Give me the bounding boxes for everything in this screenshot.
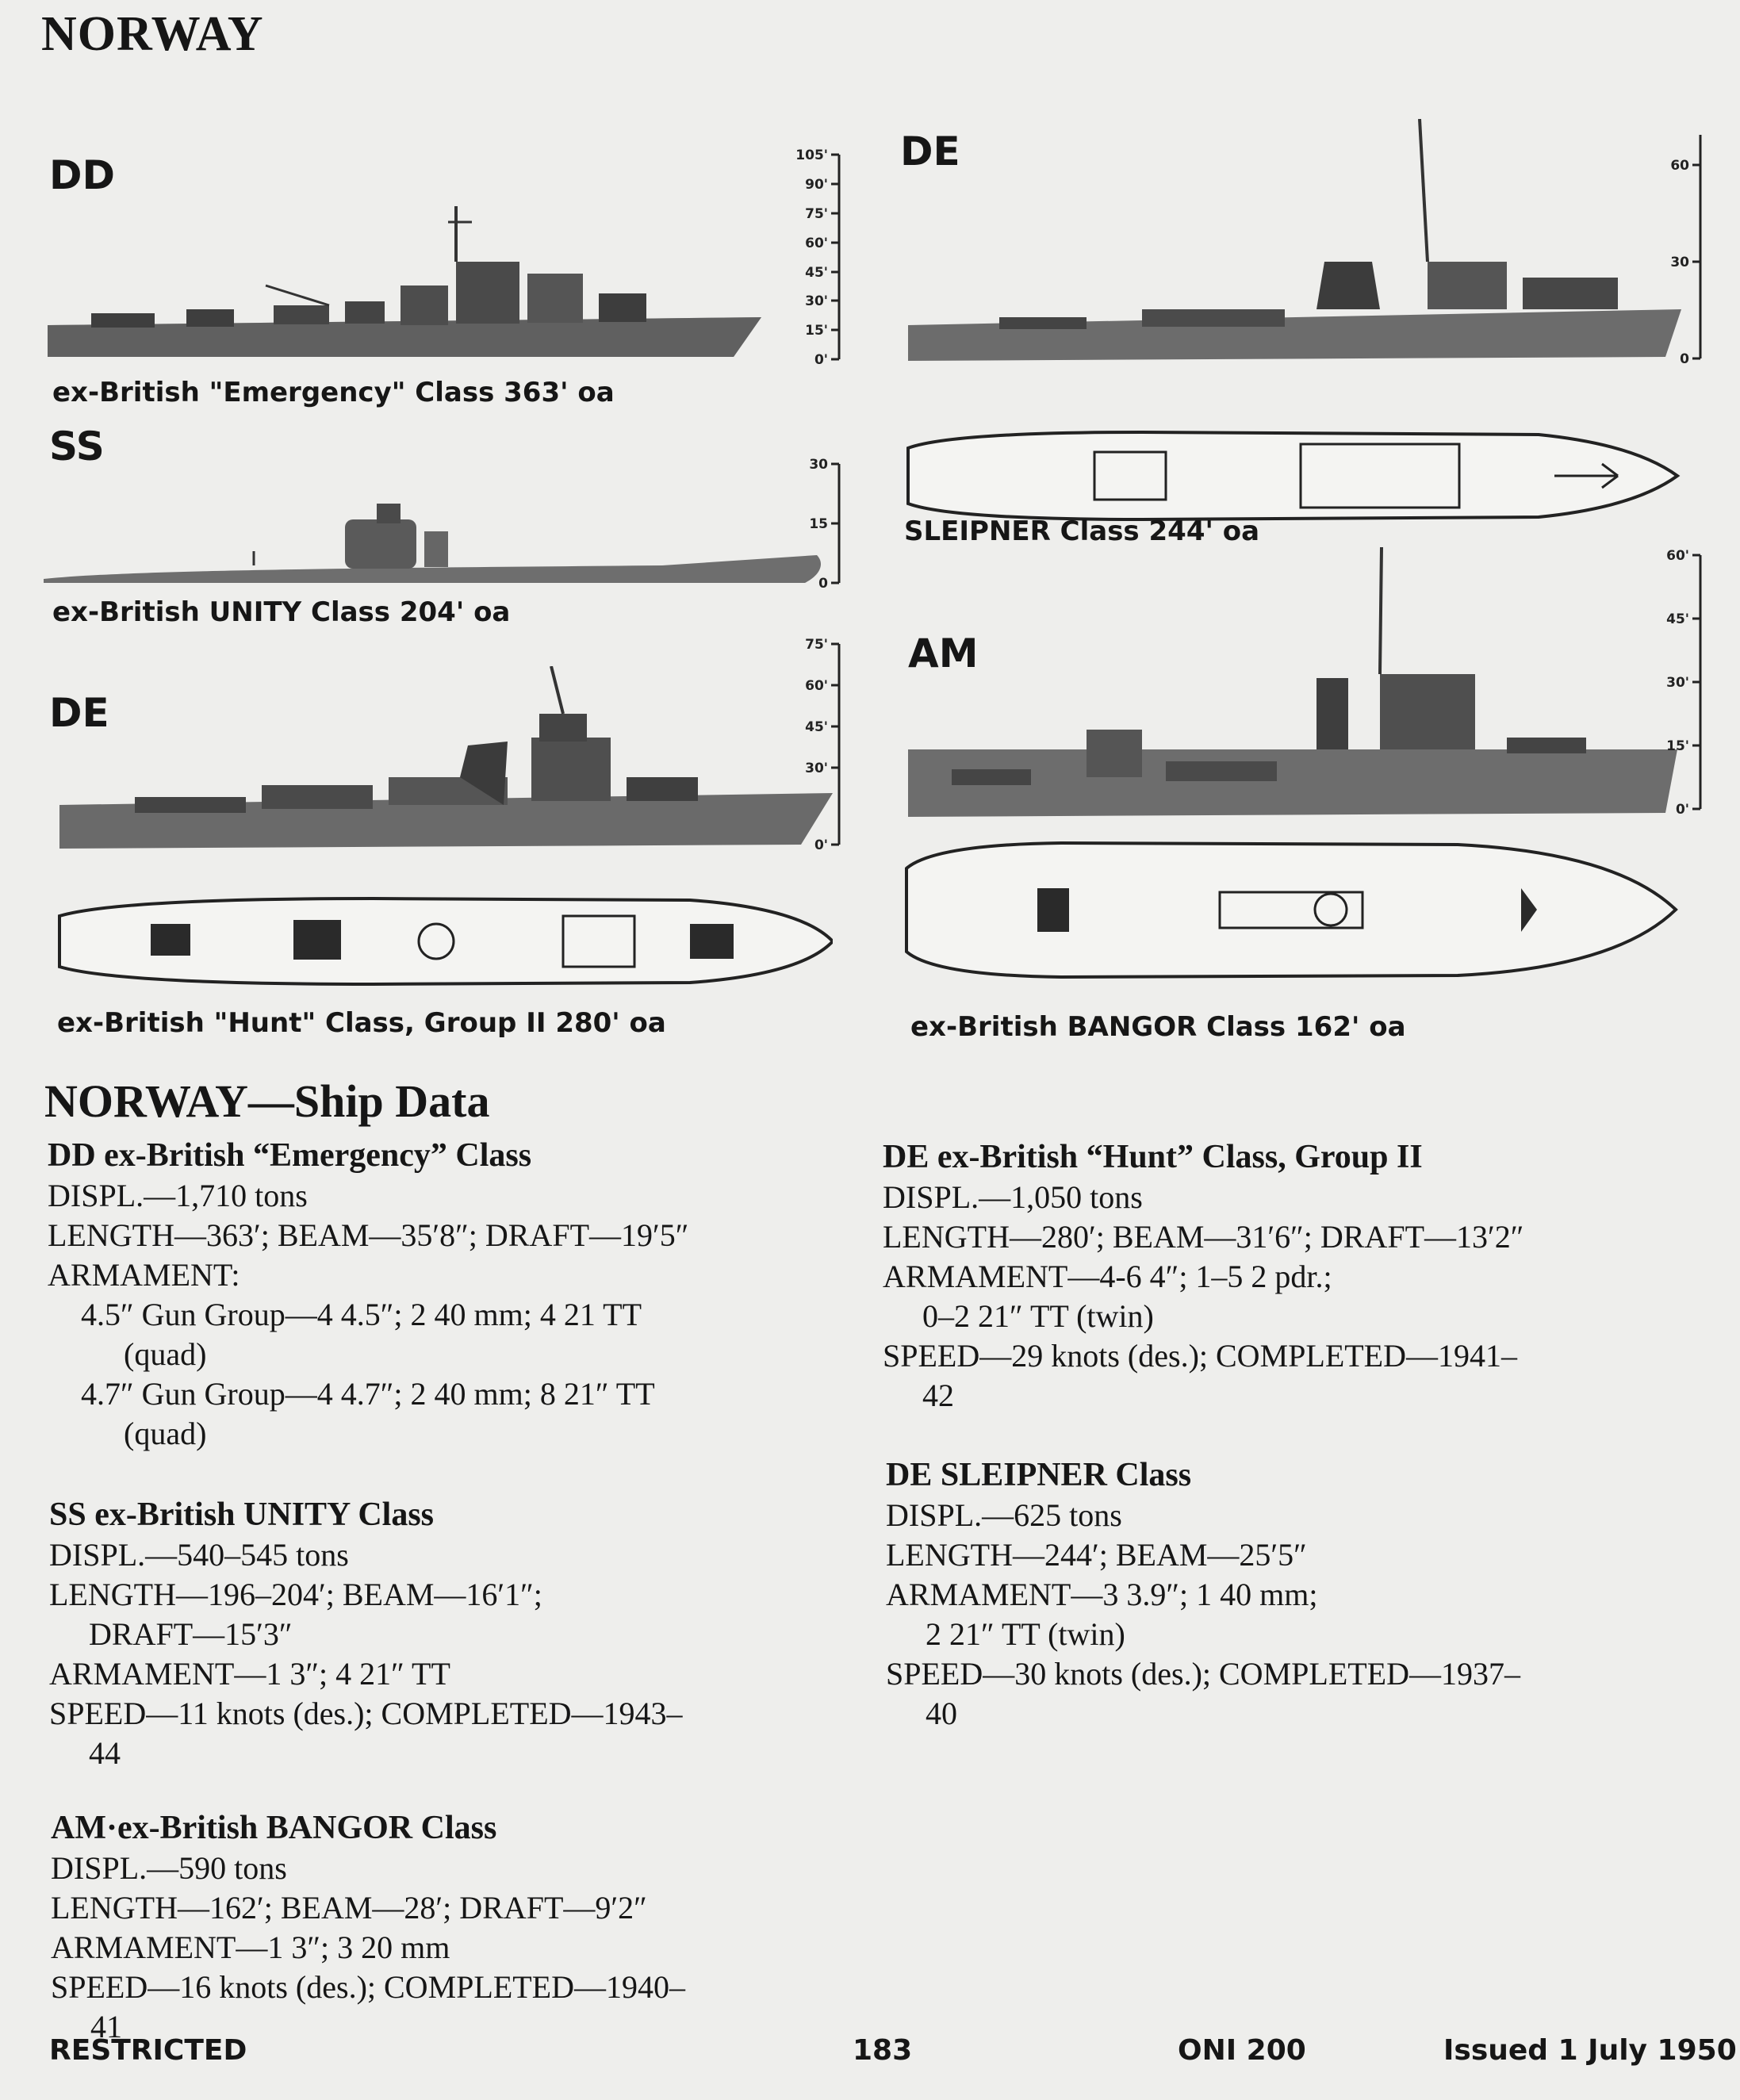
ship-data-block-ss (49, 1495, 850, 1773)
ss-height-scale (793, 452, 849, 595)
ship-data-block-title: AM·ex-British BANGOR Class (51, 1810, 497, 1846)
svg-text:30: 30 (1670, 255, 1689, 270)
spec-line: (quad) (124, 1336, 207, 1372)
type-tag-de-hunt: DE (49, 690, 109, 736)
spec-line: DISPL.—540–545 tons (49, 1537, 349, 1573)
spec-line: DISPL.—625 tons (886, 1497, 1122, 1533)
spec-line: LENGTH—196–204′; BEAM—16′1″; (49, 1577, 542, 1612)
svg-text:90': 90' (805, 177, 828, 193)
svg-text:45': 45' (805, 719, 828, 735)
spec-line: 44 (89, 1735, 121, 1771)
am-bangor-caption: ex-British BANGOR Class 162' oa (910, 1011, 1406, 1043)
svg-text:15: 15 (809, 516, 828, 532)
spec-line: 41 (90, 2009, 122, 2044)
dd-emergency-caption: ex-British "Emergency" Class 363' oa (52, 377, 615, 408)
spec-line: ARMAMENT—4-6 4″; 1–5 2 pdr.; (883, 1259, 1332, 1294)
am-height-scale (1658, 547, 1713, 821)
type-tag-de-sleipner: DE (900, 128, 960, 174)
de-hunt-caption: ex-British "Hunt" Class, Group II 280' oa (57, 1007, 666, 1039)
am-bangor-plan-view (903, 837, 1680, 983)
svg-text:75': 75' (805, 637, 828, 653)
spec-line: LENGTH—244′; BEAM—25′5″ (886, 1537, 1307, 1573)
spec-line: LENGTH—280′; BEAM—31′6″; DRAFT—13′2″ (883, 1219, 1524, 1255)
ship-data-block-title: DE ex-British “Hunt” Class, Group II (883, 1139, 1423, 1175)
publication-id: ONI 200 (1178, 2034, 1306, 2067)
spec-line: (quad) (124, 1416, 207, 1451)
de-hunt-silhouette (56, 666, 833, 856)
spec-line: SPEED—11 knots (des.); COMPLETED—1943– (49, 1696, 683, 1731)
spec-line: SPEED—29 knots (des.); COMPLETED—1941– (883, 1338, 1517, 1374)
svg-text:45': 45' (805, 265, 828, 281)
page-title: NORWAY (41, 7, 264, 61)
ship-data-block-de-sleipner (886, 1455, 1687, 1734)
svg-text:15': 15' (805, 323, 828, 339)
svg-text:75': 75' (805, 206, 828, 222)
spec-line: 0–2 21″ TT (twin) (922, 1298, 1154, 1334)
spec-line: 4.5″ Gun Group—4 4.5″; 2 40 mm; 4 21 TT (81, 1297, 642, 1332)
dd-emergency-silhouette (44, 198, 765, 365)
svg-text:0': 0' (1675, 802, 1689, 818)
spec-line: ARMAMENT—1 3″; 4 21″ TT (49, 1656, 450, 1692)
spec-line: SPEED—30 knots (des.); COMPLETED—1937– (886, 1656, 1520, 1692)
de-sleipner-silhouette (904, 119, 1681, 365)
svg-text:0: 0 (818, 576, 828, 592)
spec-line: ARMAMENT: (48, 1257, 240, 1293)
svg-text:105': 105' (795, 148, 828, 163)
spec-line: 4.7″ Gun Group—4 4.7″; 2 40 mm; 8 21″ TT (81, 1376, 655, 1412)
svg-text:0: 0 (1680, 351, 1689, 367)
spec-line: DISPL.—1,050 tons (883, 1179, 1143, 1215)
ship-data-block-title: SS ex-British UNITY Class (49, 1496, 435, 1533)
scale-tick (795, 148, 839, 163)
spec-line: ARMAMENT—1 3″; 3 20 mm (51, 1929, 450, 1965)
issue-date: Issued 1 July 1950 (1443, 2034, 1737, 2067)
de-sleipner-height-scale (1658, 127, 1713, 377)
am-bangor-silhouette (904, 547, 1681, 821)
svg-text:30': 30' (805, 293, 828, 309)
svg-text:0': 0' (814, 837, 828, 853)
type-tag-ss: SS (49, 423, 105, 469)
de-hunt-height-scale (793, 634, 849, 856)
svg-text:30': 30' (1666, 675, 1689, 691)
page-number: 183 (853, 2034, 913, 2067)
svg-text:60': 60' (805, 678, 828, 694)
ss-unity-caption: ex-British UNITY Class 204' oa (52, 596, 511, 628)
svg-text:60': 60' (805, 236, 828, 251)
de-sleipner-caption: SLEIPNER Class 244' oa (904, 515, 1260, 547)
spec-line: DISPL.—590 tons (51, 1850, 287, 1886)
de-hunt-plan-view (56, 892, 833, 991)
svg-text:0': 0' (814, 352, 828, 368)
spec-line: LENGTH—363′; BEAM—35′8″; DRAFT—19′5″ (48, 1217, 689, 1253)
spec-line: LENGTH—162′; BEAM—28′; DRAFT—9′2″ (51, 1890, 647, 1926)
ship-data-block-de-hunt (883, 1137, 1684, 1416)
spec-line: ARMAMENT—3 3.9″; 1 40 mm; (886, 1577, 1318, 1612)
spec-line: 2 21″ TT (twin) (926, 1616, 1125, 1652)
ship-data-block-title: DD ex-British “Emergency” Class (48, 1137, 532, 1174)
spec-line: DISPL.—1,710 tons (48, 1178, 308, 1213)
de-sleipner-plan-view (904, 428, 1681, 523)
svg-text:60: 60 (1670, 158, 1689, 174)
ship-data-block-am (51, 1808, 852, 2047)
classification-label: RESTRICTED (49, 2034, 247, 2067)
spec-line: SPEED—16 knots (des.); COMPLETED—1940– (51, 1969, 685, 2005)
spec-line: DRAFT—15′3″ (89, 1616, 293, 1652)
type-tag-dd: DD (49, 152, 116, 198)
svg-text:15': 15' (1666, 738, 1689, 754)
ss-unity-silhouette (44, 496, 821, 591)
svg-text:30: 30 (809, 457, 828, 473)
ship-data-block-dd (48, 1136, 849, 1454)
dd-height-scale (793, 147, 849, 373)
type-tag-am: AM (908, 630, 979, 676)
svg-text:30': 30' (805, 761, 828, 776)
svg-text:45': 45' (1666, 611, 1689, 627)
ship-data-title: NORWAY—Ship Data (44, 1075, 490, 1127)
spec-line: 42 (922, 1378, 954, 1413)
ship-data-block-title: DE SLEIPNER Class (886, 1457, 1192, 1493)
spec-line: 40 (926, 1696, 957, 1731)
svg-text:60': 60' (1666, 548, 1689, 564)
